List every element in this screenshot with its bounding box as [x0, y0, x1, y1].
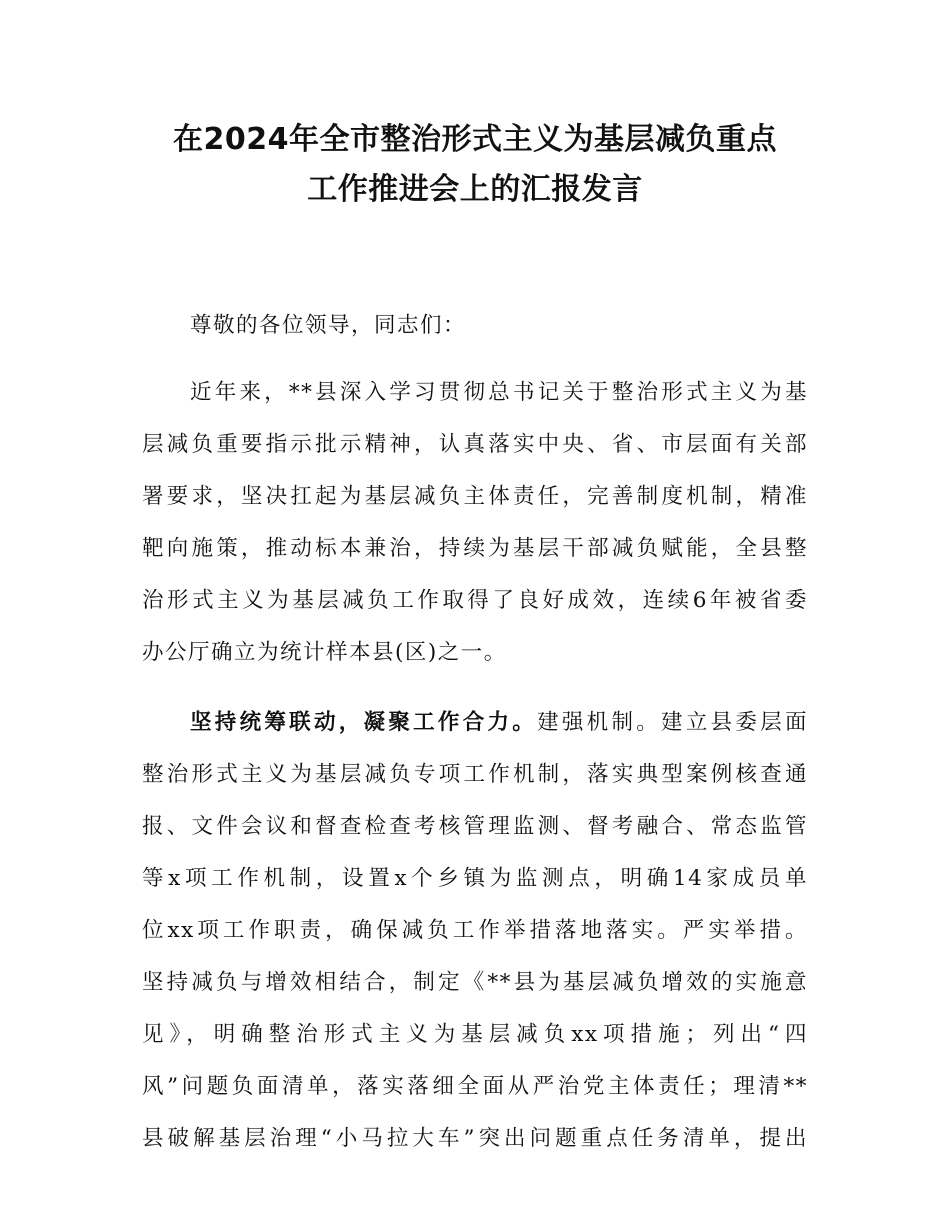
paragraph-coordination [142, 697, 808, 1165]
paragraph-intro [142, 367, 808, 679]
paragraph-line: 治形式主义为基层减负工作取得了良好成效，连续6年被省委 [142, 588, 808, 613]
paragraph-line: 署要求，坚决扛起为基层减负主体责任，完善制度机制，精准 [142, 484, 808, 509]
document-body [142, 300, 808, 1183]
paragraph-line: 见》，明确整治形式主义为基层减负xx项措施；列出“四 [142, 1022, 808, 1047]
paragraph-line-rest: 建强机制。建立县委层面 [537, 710, 808, 735]
paragraph-line: 靶向施策，推动标本兼治，持续为基层干部减负赋能，全县整 [142, 536, 808, 561]
paragraph-line: 县破解基层治理“小马拉大车”突出问题重点任务清单，提出 [142, 1126, 808, 1151]
paragraph-line: 整治形式主义为基层减负专项工作机制，落实典型案例核查通 [142, 762, 808, 787]
title-line-2: 工作推进会上的汇报发言 [307, 172, 643, 207]
paragraph-line: 层减负重要指示批示精神，认真落实中央、省、市层面有关部 [142, 432, 808, 457]
paragraph-line: 坚持减负与增效相结合，制定《**县为基层减负增效的实施意 [142, 970, 808, 995]
paragraph-line [142, 697, 808, 749]
paragraph-line: 近年来，**县深入学习贯彻总书记关于整治形式主义为基 [190, 380, 808, 405]
paragraph-line: 等x项工作机制，设置x个乡镇为监测点，明确14家成员单 [142, 866, 808, 891]
paragraph-line: 风”问题负面清单，落实落细全面从严治党主体责任；理清** [142, 1074, 808, 1099]
paragraph-line: 位xx项工作职责，确保减负工作举措落地落实。严实举措。 [142, 918, 808, 943]
paragraph-line: 办公厅确立为统计样本县(区)之一。 [142, 640, 507, 665]
salutation: 尊敬的各位领导，同志们： [190, 313, 467, 338]
document-title [110, 115, 840, 215]
title-line-1: 在2024年全市整治形式主义为基层减负重点 [173, 122, 777, 157]
paragraph-line: 报、文件会议和督查检查考核管理监测、督考融合、常态监管 [142, 814, 808, 839]
section-heading: 坚持统筹联动，凝聚工作合力。 [190, 710, 538, 735]
